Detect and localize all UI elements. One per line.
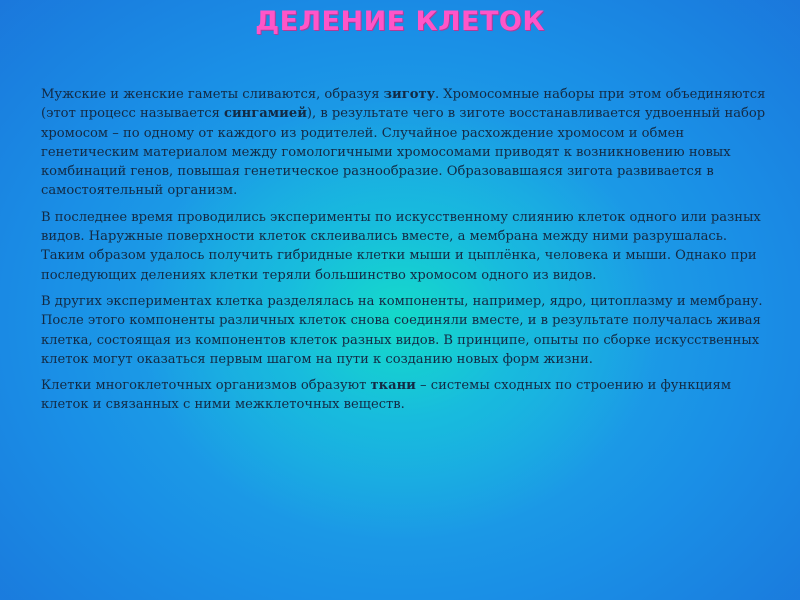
paragraph-text: Клетки многоклеточных организмов образуют [41,378,371,394]
paragraph-zygote [41,85,766,201]
term-syngamy: сингамией [224,106,307,122]
paragraph-cell-assembly: В других экспериментах клетка разделялась на компоненты, например, ядро, цитоплазму и мембрану. После этого компоненты различных клеток снова соединяли вместе, и в результате получалась живая клетка, состоящая из компонентов клеток разных видов. В принципе, опыты по сборке искусственных клеток могут оказаться первым шагом на пути к созданию новых форм жизни. [41,293,763,367]
term-zygote: зиготу [383,87,435,102]
slide-title: ДЕЛЕНИЕ КЛЕТОК [255,6,545,37]
term-tissues: ткани [370,378,416,394]
paragraph-tissues [41,376,766,415]
paragraph-text: . Хромосомные наборы при этом объединяются (этот процесс называется [41,87,766,122]
paragraph-text: – системы сходных по строению и функциям клеток и связанных с ними межклеточных веществ. [41,378,731,413]
paragraph-cell-fusion: В последнее время проводились эксперименты по искусственному слиянию клеток одного или разных видов. Наружные поверхности клеток склеивались вместе, а мембрана между ними разрушалась. Таким образом удалось получить гибридные клетки мыши и цыплёнка, человека и мыши. Однако при последующих делениях клетки теряли большинство хромосом одного из видов. [41,209,761,283]
paragraph-text: Мужские и женские гаметы сливаются, образуя [41,87,384,102]
slide-body [41,85,766,422]
paragraph-text: ), в результате чего в зиготе восстанавливается удвоенный набор хромосом – по одному от каждого из родителей. Случайное расхождение хромосом и обмен генетическим материалом между гомологичными хромосомами приводят к возникновению новых комбинаций генов, повышая генетическое разнообразие. Образовавшаяся зигота развивается в самостоятельный организм. [41,106,766,199]
